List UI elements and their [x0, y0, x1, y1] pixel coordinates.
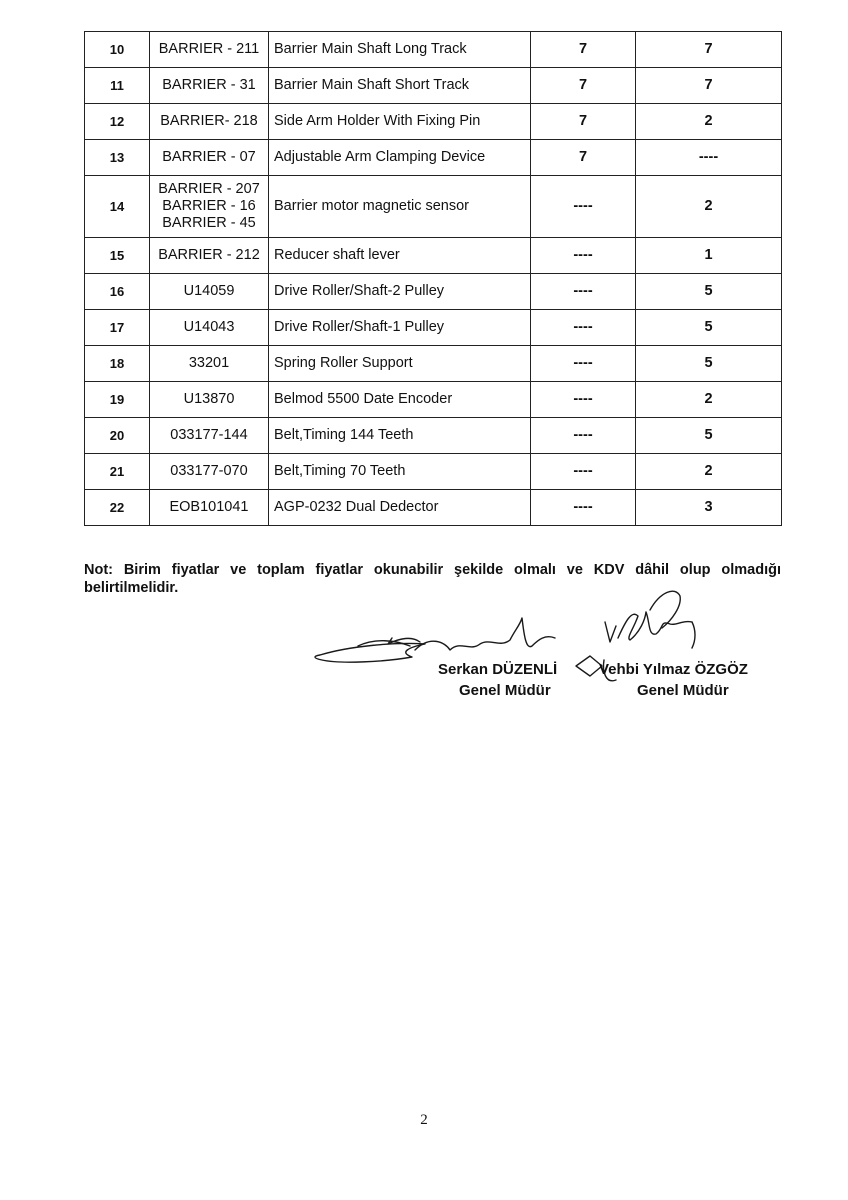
row-number: 15	[85, 238, 150, 274]
table-row	[85, 274, 782, 310]
quantity-a: 7	[531, 140, 636, 176]
item-code	[150, 68, 269, 104]
table-row	[85, 140, 782, 176]
item-description: Spring Roller Support	[269, 346, 531, 382]
item-code	[150, 346, 269, 382]
table-row	[85, 176, 782, 238]
quantity-a: ----	[531, 454, 636, 490]
quantity-b: 3	[636, 490, 782, 526]
item-description: Belmod 5500 Date Encoder	[269, 382, 531, 418]
quantity-b: 5	[636, 310, 782, 346]
quantity-a: 7	[531, 104, 636, 140]
item-description: Barrier motor magnetic sensor	[269, 176, 531, 238]
quantity-b: ----	[636, 140, 782, 176]
item-code-line: BARRIER - 45	[162, 215, 256, 231]
item-code-line: EOB101041	[169, 499, 249, 515]
quantity-a: ----	[531, 176, 636, 238]
item-description: Barrier Main Shaft Long Track	[269, 32, 531, 68]
quantity-a: ----	[531, 274, 636, 310]
quantity-a: ----	[531, 346, 636, 382]
row-number: 14	[85, 176, 150, 238]
item-code-line: BARRIER- 218	[160, 113, 258, 129]
item-description: Side Arm Holder With Fixing Pin	[269, 104, 531, 140]
item-code-line: U14059	[183, 283, 235, 299]
item-code	[150, 274, 269, 310]
row-number: 19	[85, 382, 150, 418]
row-number: 17	[85, 310, 150, 346]
table-row	[85, 310, 782, 346]
item-description: AGP-0232 Dual Dedector	[269, 490, 531, 526]
item-code-line: BARRIER - 211	[158, 41, 260, 57]
quantity-b: 2	[636, 454, 782, 490]
table-row	[85, 32, 782, 68]
item-code-line: U14043	[183, 319, 235, 335]
item-code-line: 33201	[188, 355, 230, 371]
row-number: 11	[85, 68, 150, 104]
table-row	[85, 238, 782, 274]
quantity-b: 2	[636, 176, 782, 238]
item-code	[150, 238, 269, 274]
item-code-line: 033177-144	[170, 427, 248, 443]
item-code	[150, 32, 269, 68]
page-number: 2	[420, 1112, 428, 1128]
row-number: 22	[85, 490, 150, 526]
row-number: 13	[85, 140, 150, 176]
row-number: 16	[85, 274, 150, 310]
quantity-b: 5	[636, 274, 782, 310]
item-description: Drive Roller/Shaft-1 Pulley	[269, 310, 531, 346]
item-description: Barrier Main Shaft Short Track	[269, 68, 531, 104]
quantity-a: ----	[531, 238, 636, 274]
quantity-b: 7	[636, 68, 782, 104]
table-row	[85, 418, 782, 454]
item-code-line: 033177-070	[170, 463, 248, 479]
item-description: Adjustable Arm Clamping Device	[269, 140, 531, 176]
quantity-b: 1	[636, 238, 782, 274]
table-row	[85, 346, 782, 382]
quantity-b: 2	[636, 104, 782, 140]
row-number: 20	[85, 418, 150, 454]
table-row	[85, 104, 782, 140]
row-number: 12	[85, 104, 150, 140]
item-code	[150, 454, 269, 490]
signatory-2-name: Vehbi Yılmaz ÖZGÖZ	[599, 661, 748, 678]
quantity-a: ----	[531, 310, 636, 346]
item-code	[150, 310, 269, 346]
item-code	[150, 418, 269, 454]
row-number: 18	[85, 346, 150, 382]
item-code-line: BARRIER - 31	[162, 77, 256, 93]
item-code	[150, 490, 269, 526]
quantity-b: 5	[636, 418, 782, 454]
item-code	[150, 176, 269, 238]
quantity-a: ----	[531, 418, 636, 454]
item-code-line: BARRIER - 07	[162, 149, 256, 165]
quantity-b: 7	[636, 32, 782, 68]
note-text: Not: Birim fiyatlar ve toplam fiyatlar okunabilir şekilde olmalı ve KDV dâhil olup olmadığı belirtilmelidir.	[84, 562, 781, 596]
quantity-b: 5	[636, 346, 782, 382]
quantity-a: 7	[531, 32, 636, 68]
row-number: 10	[85, 32, 150, 68]
item-description: Reducer shaft lever	[269, 238, 531, 274]
table-body	[85, 32, 782, 526]
row-number: 21	[85, 454, 150, 490]
table-row	[85, 454, 782, 490]
item-description: Drive Roller/Shaft-2 Pulley	[269, 274, 531, 310]
signature-serkan	[315, 618, 555, 662]
signatory-1-name: Serkan DÜZENLİ	[438, 661, 558, 678]
item-description: Belt,Timing 70 Teeth	[269, 454, 531, 490]
quantity-a: ----	[531, 490, 636, 526]
item-code-line: BARRIER - 207	[158, 181, 260, 197]
table-row	[85, 490, 782, 526]
item-code-line: BARRIER - 16	[162, 198, 256, 214]
item-code-line: U13870	[183, 391, 235, 407]
quantity-a: ----	[531, 382, 636, 418]
parts-table	[84, 31, 782, 526]
signatory-2-title: Genel Müdür	[637, 682, 729, 699]
table-row	[85, 68, 782, 104]
item-description: Belt,Timing 144 Teeth	[269, 418, 531, 454]
quantity-a: 7	[531, 68, 636, 104]
item-code	[150, 104, 269, 140]
item-code-line: BARRIER - 212	[158, 247, 260, 263]
item-code	[150, 382, 269, 418]
item-code	[150, 140, 269, 176]
table-row	[85, 382, 782, 418]
signatory-1-title: Genel Müdür	[459, 682, 551, 699]
quantity-b: 2	[636, 382, 782, 418]
